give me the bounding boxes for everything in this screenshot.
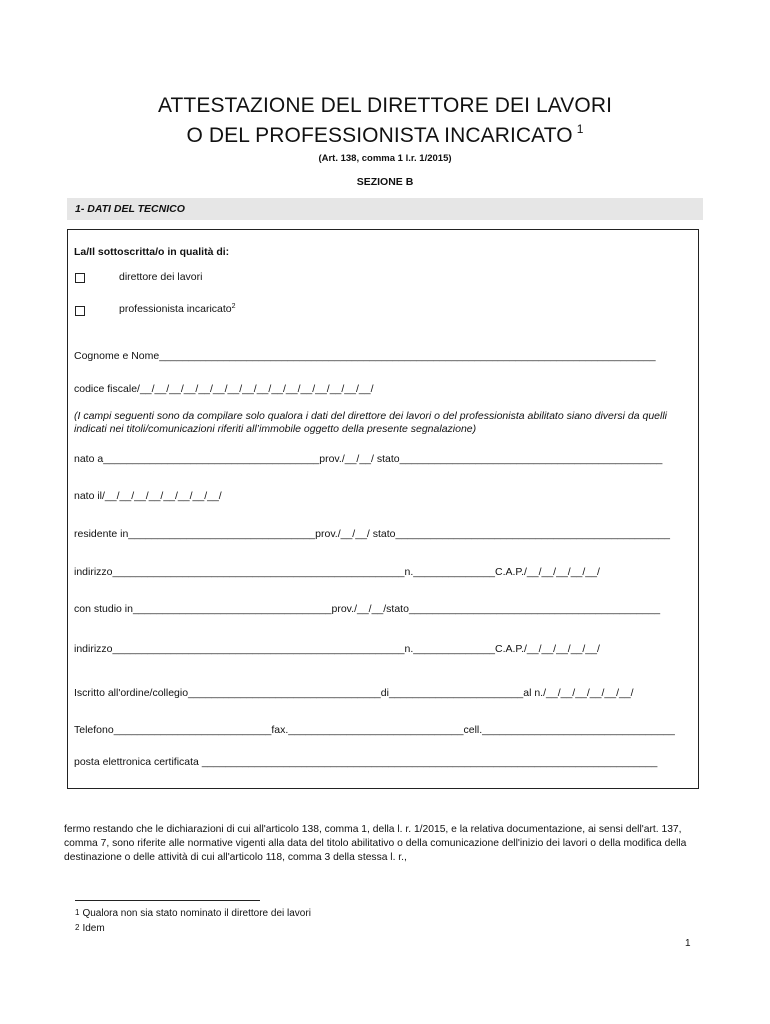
footnote-1: [75, 908, 311, 919]
nato-il-field[interactable]: nato il/__/__/__/__/__/__/__/__/: [74, 490, 222, 502]
codice-fiscale-field[interactable]: codice fiscale/__/__/__/__/__/__/__/__/__/__/__/__/__/__/__/__/: [74, 383, 374, 395]
footnote-2: [75, 923, 105, 934]
con-studio-field[interactable]: con studio in__________________________________prov./__/__/stato___________________________________________: [74, 603, 661, 615]
footnote-separator: [75, 900, 260, 901]
checkbox-professionista[interactable]: [75, 306, 85, 316]
document-title-line2: [0, 124, 770, 148]
footnote-1-text: Qualora non sia stato nominato il direttore dei lavori: [82, 908, 311, 919]
cognome-nome-field[interactable]: Cognome e Nome_____________________________________________________________________________________: [74, 350, 656, 362]
technician-data-form: [67, 229, 699, 789]
iscritto-ordine-field[interactable]: Iscritto all'ordine/collegio_________________________________di_______________________al n./__/__/__/__/__/__/: [74, 687, 634, 699]
footnote-2-num: 2: [75, 923, 80, 932]
section-bar-label: 1- DATI DEL TECNICO: [75, 203, 185, 215]
form-intro: La/Il sottoscritta/o in qualità di:: [74, 246, 230, 258]
option-direttore-label: direttore dei lavori: [119, 271, 203, 283]
legal-reference: (Art. 138, comma 1 l.r. 1/2015): [318, 153, 452, 164]
indirizzo-studio-field[interactable]: indirizzo__________________________________________________n.______________C.A.P./__/__/__/__/__/: [74, 643, 600, 655]
title-line2-text: O DEL PROFESSIONISTA INCARICATO: [186, 124, 573, 147]
footnote-ref-2: 2: [231, 303, 236, 310]
declaration-text: fermo restando che le dichiarazioni di cui all'articolo 138, comma 1, della l. r. 1/2015, e la relativa documentazione, ai sensi dell'art. 137, comma 7, sono riferite alle normative vigenti alla data del titolo abilitativo o della comunicazione dell'inizio dei lavori o della modifica della destinazione o delle attività di cui all'articolo 118, comma 3 della stessa l. r.,: [64, 824, 687, 863]
footnote-ref-1: 1: [576, 122, 584, 136]
nato-a-field[interactable]: nato a_____________________________________prov./__/__/ stato_____________________________________________: [74, 453, 663, 465]
checkbox-direttore[interactable]: [75, 273, 85, 283]
indirizzo-residenza-field[interactable]: indirizzo__________________________________________________n.______________C.A.P./__/__/__/__/__/: [74, 566, 600, 578]
document-title-line1: ATTESTAZIONE DEL DIRETTORE DEI LAVORI: [157, 94, 613, 117]
optional-fields-note: (I campi seguenti sono da compilare solo qualora i dati del direttore dei lavori o del professionista abilitato siano diversi da quelli indicati nei titoli/comunicazioni riferiti all’immobile oggetto della presente segnalazione): [74, 410, 667, 435]
pec-field[interactable]: posta elettronica certificata ______________________________________________________________________________: [74, 756, 658, 768]
page-number: 1: [685, 938, 691, 949]
option-professionista: [119, 303, 236, 315]
option-professionista-label: professionista incaricato: [119, 303, 232, 315]
residente-field[interactable]: residente in________________________________prov./__/__/ stato_______________________________________________: [74, 528, 670, 540]
footnote-1-num: 1: [75, 908, 80, 917]
telefono-field[interactable]: Telefono___________________________fax.______________________________cell._________________________________: [74, 724, 675, 736]
section-heading: SEZIONE B: [356, 176, 414, 188]
section-bar: [67, 198, 703, 220]
footnote-2-text: Idem: [82, 923, 105, 934]
